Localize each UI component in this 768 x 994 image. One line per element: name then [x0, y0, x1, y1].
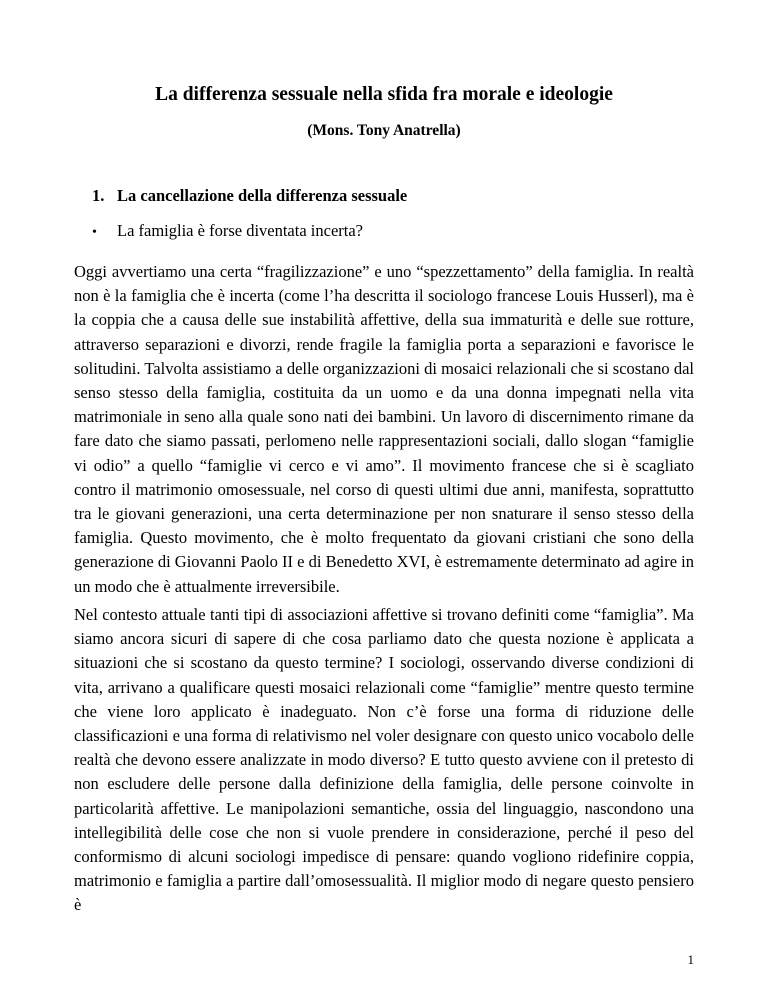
- document-title: La differenza sessuale nella sfida fra morale e ideologie: [155, 84, 613, 105]
- paragraph-1: Oggi avvertiamo una certa “fragilizzazione” e uno “spezzettamento” della famiglia. In realtà non è la famiglia che è incerta (come l’ha descritta il sociologo francese Louis Husserl), ma è la coppia che a causa delle sue instabilità affettive, della sua immaturità e delle sue rotture, attraverso separazioni e divorzi, rende fragile la famiglia porta a separazioni e favorisce le solitudini. Talvolta assistiamo a delle organizzazioni di mosaici relazionali che si scostano dal senso stesso della famiglia, costituita da un uomo e da una donna impegnati nella vita matrimoniale in seno alla quale sono nati dei bambini. Un lavoro di discernimento rimane da fare dato che siamo passati, perlomeno nelle rappresentazioni sociali, dallo slogan “famiglie vi odio” a quello “famiglie vi cerco e vi amo”. Il movimento francese che si è scagliato contro il matrimonio omosessuale, nel corso di questi ultimi due anni, manifesta, soprattutto tra le giovani generazioni, una certa determinazione per non snaturare il senso stesso della famiglia. Questo movimento, che è molto frequentato da giovani cristiani che sono della generazione di Giovanni Paolo II e di Benedetto XVI, è estremamente determinato ad agire in un modo che è attualmente irreversibile.: [74, 262, 694, 596]
- section-title: La cancellazione della differenza sessuale: [117, 186, 408, 205]
- bullet-icon: •: [92, 225, 97, 240]
- bullet-item: [92, 221, 692, 241]
- bullet-text: La famiglia è forse diventata incerta?: [117, 221, 363, 240]
- section-number: 1.: [92, 186, 105, 205]
- page-number: 1: [687, 952, 694, 967]
- paragraph-2: Nel contesto attuale tanti tipi di associazioni affettive si trovano definiti come “famiglia”. Ma siamo ancora sicuri di sapere di che cosa parliamo dato che questa nozione è applicata a situazioni che si scostano da questo termine? I sociologi, osservando diverse condizioni di vita, arrivano a qualificare questi mosaici relazionali come “famiglie” mentre questo termine che viene loro applicato è inadeguato. Non c’è forse una forma di riduzione delle classificazioni e una forma di relativismo nel voler designare con questo unico vocabolo delle realtà che devono essere analizzate in modo diverso? E tutto questo avviene con il pretesto di non escludere delle persone dalla definizione della famiglia, delle persone coinvolte in particolarità affettive. Le manipolazioni semantiche, ossia del linguaggio, nascondono una intellegibilità delle cose che non si vuole prendere in considerazione, perché il peso del conformismo di alcuni sociologi impedisce di pensare: quando vogliono ridefinire coppia, matrimonio e famiglia a partire dall’omosessualità. Il miglior modo di negare questo pensiero è: [74, 605, 694, 915]
- document-author: (Mons. Tony Anatrella): [307, 122, 461, 139]
- section-heading: [92, 186, 692, 206]
